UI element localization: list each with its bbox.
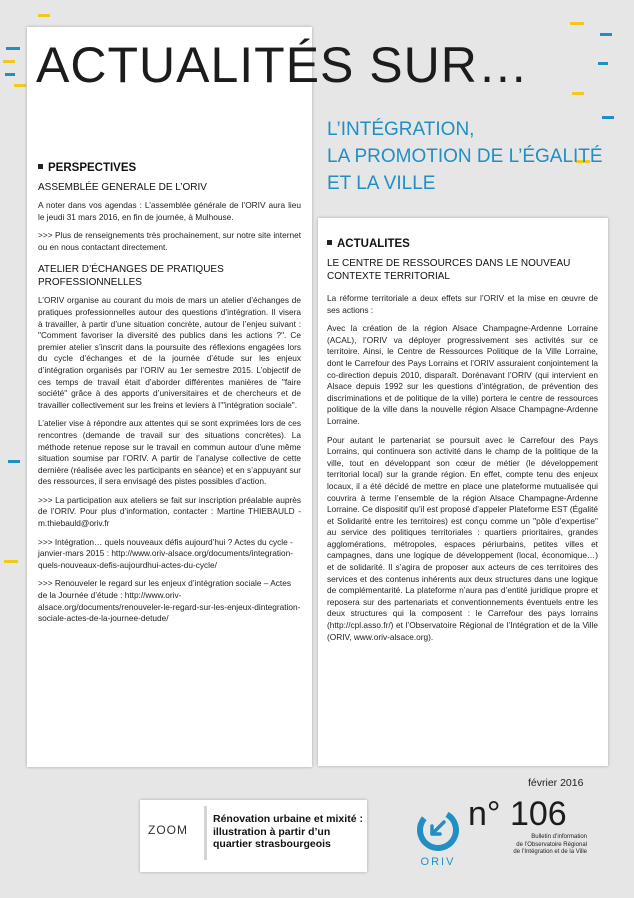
bulletin-line: Bulletin d’information	[531, 834, 587, 840]
subtitle	[327, 116, 603, 197]
paragraph-link: >>> Renouveler le regard sur les enjeux d’intégration sociale – Actes de la Journée d’étude : http://www.oriv-alsace.org/documents/renouveler-le-regard-sur-les-enjeux-dintegration-sociale-actes-de-la-journee-detude/	[38, 578, 301, 624]
zoom-box	[140, 800, 367, 872]
paragraph: La réforme territoriale a deux effets sur l’ORIV et la mise en œuvre de ses actions :	[327, 293, 598, 315]
decorative-dash	[4, 560, 18, 563]
page-title: ACTUALITÉS SUR…	[36, 37, 529, 93]
paragraph: L’atelier vise à répondre aux attentes qui se sont exprimées lors de ces rencontres (demande de travail sur des situations concrètes). La méthode retenue repose sur le travail en commun autour d’une même situation soumise par l’ORIV. A partir de l’analyse collective de cette dernière (réalisée avec les participants en séance) et en s’appuyant sur des ressources, il sera envisagé des pistes possibles d’action.	[38, 418, 301, 487]
decorative-dash	[14, 84, 26, 87]
left-column	[38, 162, 301, 632]
square-bullet-icon	[38, 164, 43, 169]
decorative-dash	[5, 73, 15, 76]
zoom-divider	[204, 806, 207, 860]
oriv-logo	[413, 806, 463, 876]
subtitle-line: LA PROMOTION DE L’ÉGALITÉ	[327, 146, 603, 167]
square-bullet-icon	[327, 240, 332, 245]
bulletin-description	[470, 834, 587, 857]
right-column	[327, 238, 598, 650]
issue-number: n° 106	[468, 795, 567, 833]
logo-text: ORIV	[420, 856, 456, 868]
paragraph: >>> Plus de renseignements très prochainement, sur notre site internet ou en nous contactant directement.	[38, 230, 301, 252]
issue-date: février 2016	[528, 777, 584, 789]
section-heading-perspectives: PERSPECTIVES	[38, 162, 301, 174]
bulletin-line: de l’Observatoire Régional	[516, 841, 587, 848]
decorative-dash	[3, 60, 15, 63]
decorative-dash	[570, 22, 584, 25]
decorative-dash	[6, 47, 20, 50]
paragraph: A noter dans vos agendas : L’assemblée générale de l’ORIV aura lieu le jeudi 31 mars 2016, en fin de journée, à Mulhouse.	[38, 200, 301, 222]
paragraph: >>> La participation aux ateliers se fait sur inscription préalable auprès de l’ORIV. Pour plus d’information, contacter : Martine THIEBAULD - m.thiebauld@oriv.fr	[38, 494, 301, 529]
section-heading-actualites: ACTUALITES	[327, 238, 598, 250]
subheading-assemblee: ASSEMBLÉE GENERALE DE L’ORIV	[38, 182, 207, 193]
decorative-dash	[598, 62, 608, 65]
subheading-centre-ressources: LE CENTRE DE RESSOURCES DANS LE NOUVEAU CONTEXTE TERRITORIAL	[327, 258, 571, 282]
subtitle-line: ET LA VILLE	[327, 173, 436, 194]
bulletin-line: de l’Intégration et de la Ville	[513, 849, 587, 855]
decorative-dash	[602, 116, 614, 119]
decorative-dash	[600, 33, 612, 36]
subtitle-line: L’INTÉGRATION,	[327, 119, 475, 140]
oriv-logo-icon	[413, 806, 463, 856]
decorative-dash	[8, 460, 20, 463]
subheading-atelier: ATELIER D’ÉCHANGES DE PRATIQUES PROFESSIONNELLES	[38, 264, 224, 289]
paragraph: L’ORIV organise au courant du mois de mars un atelier d’échanges de pratiques professionnelles autour des questions d’intégration. Il visera à travailler, à partir d’une situation concrète, autour de l’enjeu suivant : "Comment favoriser la diversité des publics dans les actions ?". Ce premier atelier s’inscrit dans la poursuite des réflexions engagées lors du cycle d’échanges et de la journée d’étude sur les enjeux d’intégration organisés par l’ORIV au 1er semestre 2015. L’objectif de ces temps de travail était d’aborder différentes manières de "faire société" grâce à des apports d’universitaires et de chercheurs et de travailler collectivement sur les freins et leviers à l’"intégration sociale".	[38, 295, 301, 410]
paragraph: Pour autant le partenariat se poursuit avec le Carrefour des Pays Lorrains, qui continuera son activité dans le champ de la politique de la ville, tout en développant son cœur de métier (le développement territorial local) sur la grande région. En effet, compte tenu des enjeux locaux, il a été décidé de mettre en place une plateforme mutualisée qui couvrira à terme l’ensemble de la région Alsace Champagne-Ardenne Lorraine. Ce dispositif qu’il est proposé d’appeler Plateforme EST (Égalité et Solidarité entre les territoires) est conçu comme un "pôle d’expertise" au service des politiques territoriales : quartiers prioritaires, grandes agglomérations, métropoles, espaces périurbains, petites villes et campagnes, dans une logique de développement (local, économique…) et de solidarité. Il s’agira de proposer aux acteurs de ces territoires des services et des contenus inhérents aux deux structures dans une logique de complémentarité. La plateforme n’aura pas d’entité juridique propre et reposera sur des partenariats et conventionnements éventuels entre les deux structures qui la composent : le Carrefour des pays lorrains (http://cpl.asso.fr/) et l’Observatoire Régional de l’Intégration et de la Ville (ORIV, www.oriv-alsace.org).	[327, 434, 598, 642]
paragraph: Avec la création de la région Alsace Champagne-Ardenne Lorraine (ACAL), l’ORIV va déployer progressivement ses activités sur ce territoire. Ainsi, le Centre de Ressources Politique de la Ville Lorraine, dont le Carrefour des Pays Lorrains et l’ORIV assuraient conjointement la co-direction depuis 2010, disparaît. Dorénavant l’ORIV (qui intervient en Alsace depuis 1992 sur les questions d’intégration, de prévention des discriminations et de politique de la ville) portera le centre de ressources politique de la ville dans la nouvelle région Alsace Champagne-Ardenne Lorraine.	[327, 323, 598, 426]
zoom-title: Rénovation urbaine et mixité : illustration à partir d’un quartier strasbourgeois	[213, 813, 363, 850]
decorative-dash	[38, 14, 50, 17]
decorative-dash	[572, 92, 584, 95]
paragraph-link: >>> Intégration… quels nouveaux défis aujourd’hui ? Actes du cycle - janvier-mars 2015 : http://www.oriv-alsace.org/documents/integration-quels-nouveaux-defis-aujourdhui-actes-du-cycle/	[38, 536, 294, 570]
zoom-label: ZOOM	[148, 823, 188, 837]
